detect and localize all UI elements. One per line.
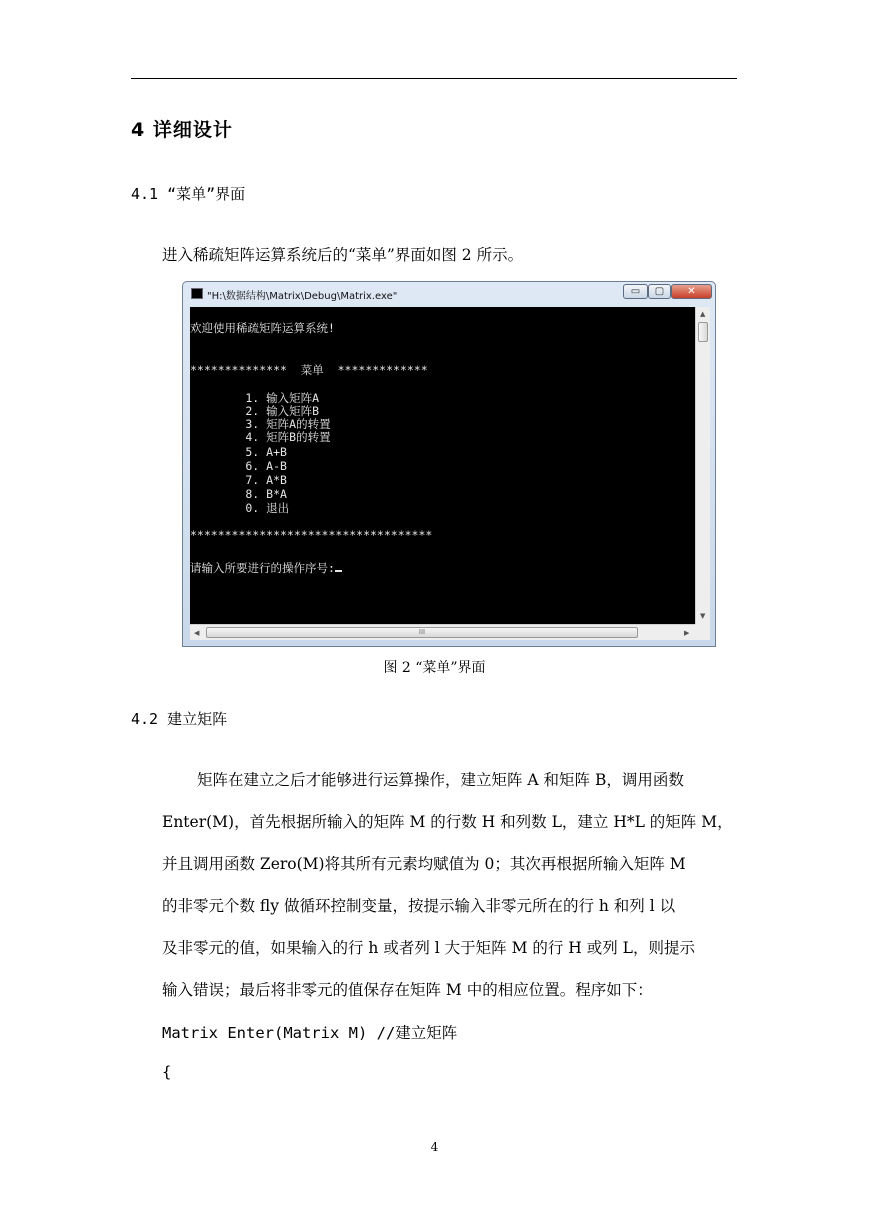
console-cursor [335, 570, 342, 572]
console-line-menu-header: ************** 菜单 ************* [190, 363, 428, 377]
resize-grip-icon[interactable] [695, 624, 710, 640]
console-prompt-row [190, 557, 342, 576]
intro-paragraph: 进入稀疏矩阵运算系统后的“菜单”界面如图 2 所示。 [162, 246, 524, 264]
console-line-welcome: 欢迎使用稀疏矩阵运算系统! [190, 321, 335, 335]
paragraph-line: Enter(M)，首先根据所输入的矩阵 M 的行数 H 和列数 L，建立 H*L 的矩阵 M， [162, 813, 733, 831]
console-line-option: 8. B*A [190, 487, 287, 501]
console-line-option: 7. A*B [190, 473, 287, 487]
console-line-option: 0. 退出 [190, 501, 290, 515]
scroll-left-arrow-icon[interactable]: ◀ [194, 629, 200, 637]
scroll-down-arrow-icon[interactable]: ▼ [700, 612, 706, 620]
console-window [182, 281, 716, 647]
paragraph-line: 并且调用函数 Zero(M)将其所有元素均赋值为 0；其次再根据所输入矩阵 M [162, 855, 686, 873]
figure-caption: 图 2 “菜单”界面 [383, 660, 486, 676]
chapter-title: 4 详细设计 [131, 119, 233, 141]
console-prompt: 请输入所要进行的操作序号: [190, 561, 335, 575]
console-line-option: 2. 输入矩阵B [190, 404, 320, 418]
scroll-right-arrow-icon[interactable]: ▶ [684, 629, 690, 637]
console-line-option: 1. 输入矩阵A [190, 391, 320, 405]
console-line-option: 5. A+B [190, 445, 287, 459]
section-heading-build-matrix: 4.2 建立矩阵 [131, 710, 228, 728]
console-line-option: 3. 矩阵A的转置 [190, 417, 331, 431]
page-number: 4 [430, 1140, 439, 1154]
code-line: Matrix Enter(Matrix M) //建立矩阵 [162, 1024, 458, 1042]
paragraph-line: 及非零元的值，如果输入的行 h 或者列 l 大于矩阵 M 的行 H 或列 L，则提示 [162, 939, 695, 957]
header-rule [131, 78, 737, 79]
horizontal-scrollbar[interactable] [190, 624, 695, 640]
window-title: "H:\数据结构\Matrix\Debug\Matrix.exe" [207, 291, 398, 302]
code-line: { [162, 1063, 172, 1081]
paragraph-line: 输入错误；最后将非零元的值保存在矩阵 M 中的相应位置。程序如下： [162, 981, 653, 999]
console-app-icon [191, 288, 203, 299]
console-line-menu-footer: *********************************** [190, 528, 433, 542]
window-titlebar[interactable] [183, 282, 715, 306]
paragraph-line: 矩阵在建立之后才能够进行运算操作，建立矩阵 A 和矩阵 B，调用函数 [197, 771, 684, 789]
scroll-up-arrow-icon[interactable]: ▲ [700, 310, 706, 318]
console-line-option: 4. 矩阵B的转置 [190, 430, 331, 444]
close-button[interactable]: ✕ [671, 284, 712, 299]
section-heading-menu: 4.1 “菜单”界面 [131, 185, 246, 203]
horizontal-scroll-thumb[interactable]: III [206, 627, 638, 638]
maximize-button[interactable]: ▢ [648, 284, 671, 299]
paragraph-line: 的非零元个数 fly 做循环控制变量，按提示输入非零元所在的行 h 和列 l 以 [162, 897, 676, 915]
minimize-button[interactable]: ▭ [623, 284, 648, 299]
vertical-scroll-thumb[interactable] [698, 322, 708, 342]
console-output[interactable] [190, 307, 695, 624]
vertical-scrollbar[interactable] [695, 307, 710, 624]
console-line-option: 6. A-B [190, 459, 287, 473]
